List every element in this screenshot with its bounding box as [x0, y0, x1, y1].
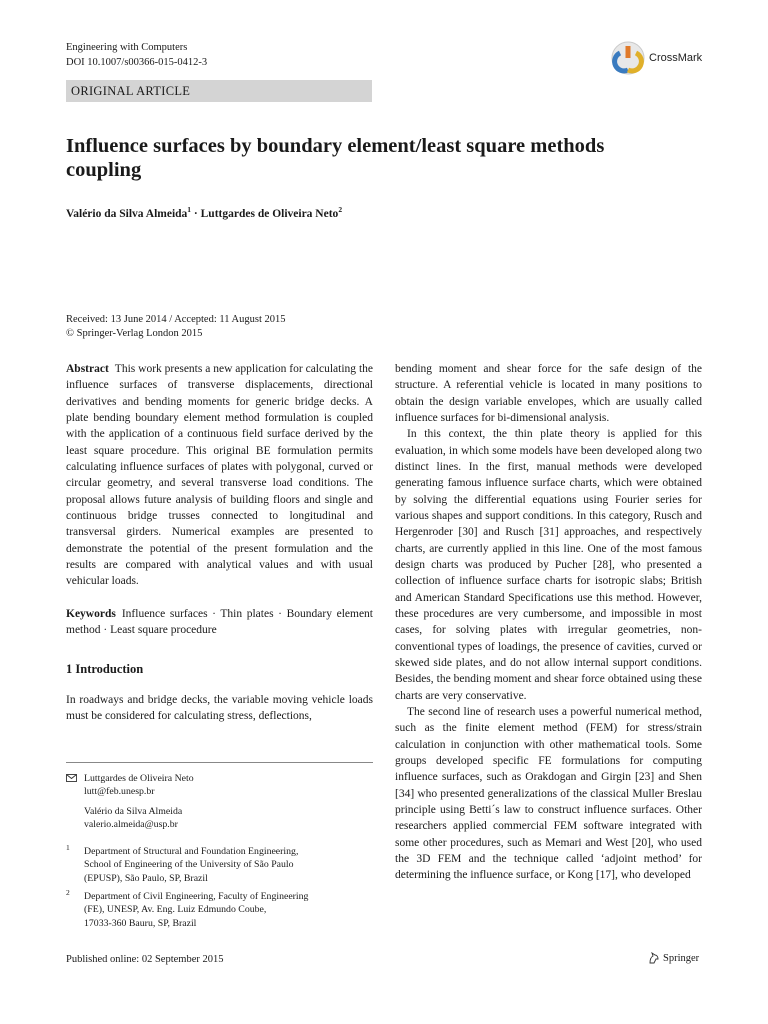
keywords-label: Keywords [66, 607, 116, 620]
affiliation-number: 2 [66, 888, 70, 897]
author-separator: · [191, 207, 201, 220]
affiliation-marker: 2 [338, 205, 343, 214]
author-list [66, 202, 342, 222]
affiliation-line: Department of Structural and Foundation Engineering, [84, 846, 299, 857]
crossmark-label: CrossMark [649, 52, 703, 64]
publisher-logo [648, 952, 699, 964]
body-paragraph: In this context, the thin plate theory is applied for this evaluation, in which some models have been developed along two distinct lines. In the first, manual methods were developed generating famous influence surface charts, which were obtained by solving the differential equations using Fourier series for various shapes and support conditions. In this category, Rusch and Hergenroder [30] and Rusch [31] approaches, and respectively charts, are currently applied in this line. One of the most famous design charts was produced by Pucher [28], who presented a collection of influence surface charts for isotropic slabs; British and American Standard Specifications use this method. However, these procedures are very cumbersome, and impossible in most cases, for solving plates with irregular geometries, non-conventional types of loadings, the presence of cavities, curved or skewed side plates, and do not allow internal support conditions. Besides, the bending moment and shear force obtained using these charts are very conservative. [395, 428, 702, 702]
affiliation-marker: 1 [187, 205, 192, 214]
contact-name: Valério da Silva Almeida [84, 806, 183, 817]
abstract [66, 361, 373, 590]
author-name: Valério da Silva Almeida [66, 207, 188, 220]
contact-email[interactable]: lutt@feb.unesp.br [84, 786, 155, 798]
envelope-icon [66, 773, 77, 785]
keywords [66, 606, 373, 639]
keywords-text: Influence surfaces · Thin plates · Boundary element method · Least square procedure [66, 607, 373, 636]
affiliation-line: 17033-360 Bauru, SP, Brazil [84, 917, 197, 929]
section-heading-introduction: 1 Introduction [66, 662, 144, 677]
doi[interactable]: DOI 10.1007/s00366-015-0412-3 [66, 57, 208, 68]
author-name: Luttgardes de Oliveira Neto [200, 207, 339, 220]
affiliation-number: 1 [66, 843, 70, 852]
article-dates [66, 313, 286, 341]
paper-title: Influence surfaces by boundary element/least square methods coupling [66, 135, 605, 181]
affiliation-2 [84, 890, 374, 930]
journal-header [66, 40, 207, 70]
contact-name: Luttgardes de Oliveira Neto [84, 773, 194, 784]
crossmark-icon [611, 41, 645, 75]
body-paragraph: bending moment and shear force for the safe design of the structure. A referential vehicle is located in many positions to obtain the design variable envelopes, which are usually called influence surfaces for bi-dimensional analysis. [395, 363, 702, 424]
right-column [395, 361, 702, 884]
publisher-name: Springer [663, 952, 700, 964]
affiliation-line: Department of Civil Engineering, Faculty of Engineering [84, 891, 309, 902]
journal-name: Engineering with Computers [66, 42, 188, 53]
left-column [66, 361, 373, 724]
co-author-contact [84, 805, 182, 832]
body-paragraph: The second line of research uses a powerful numerical method, such as the finite element method (FEM) for stress/strain calculation in conjunction with other mathematical tools. Some groups developed specific FE formulations for computing influence surfaces, such as Orakdogan and Girgin [23] and Shen [34] who presented generalizations of the classical Muller Breslau principle using Betti´s law to construct influence surfaces. Other researchers applied commercial FEM software integrated with some other procedures, such as Memari and West [20], who used the 3D FEM and the technique called ‘adjoint method’ for determining the influence surface, or Kong [17], who developed [395, 705, 702, 882]
article-type-banner: ORIGINAL ARTICLE [66, 80, 372, 102]
footnote-divider [66, 762, 373, 763]
abstract-text: This work presents a new application for calculating the influence surfaces of transverse displacements, directional derivatives and bending moments for generic bridge decks. A plate bending boundary element method formulation is coupled with the application of a continuous field surface derived by the least square procedure. This original BE formulation permits calculating influence surfaces of plates with polygonal, curved or circular geometry, and several transverse load conditions. The proposal allows future analysis of building floors and single and continuous bridge trusses connected to longitudinal and transversal girders. Numerical examples are presented to demonstrate the potential of the present formulation and the results are compared with analytical values and with usual vehicular loads. [66, 363, 373, 588]
received-accepted: Received: 13 June 2014 / Accepted: 11 August 2015 [66, 314, 286, 325]
springer-horse-icon [648, 952, 660, 964]
intro-paragraph: In roadways and bridge decks, the variable moving vehicle loads must be considered for calculating stress, deflections, [66, 693, 373, 722]
corresponding-author [84, 772, 194, 799]
published-date: Published online: 02 September 2015 [66, 954, 224, 965]
affiliation-1 [84, 845, 374, 885]
contact-email[interactable]: valerio.almeida@usp.br [84, 819, 178, 831]
crossmark-badge[interactable] [611, 40, 703, 76]
copyright: © Springer-Verlag London 2015 [66, 328, 203, 339]
abstract-label: Abstract [66, 363, 109, 375]
affiliation-line: School of Engineering of the University of São Paulo [84, 859, 294, 871]
affiliation-line: (EPUSP), São Paulo, SP, Brazil [84, 872, 208, 884]
affiliation-line: (FE), UNESP, Av. Eng. Luiz Edmundo Coube, [84, 904, 267, 916]
